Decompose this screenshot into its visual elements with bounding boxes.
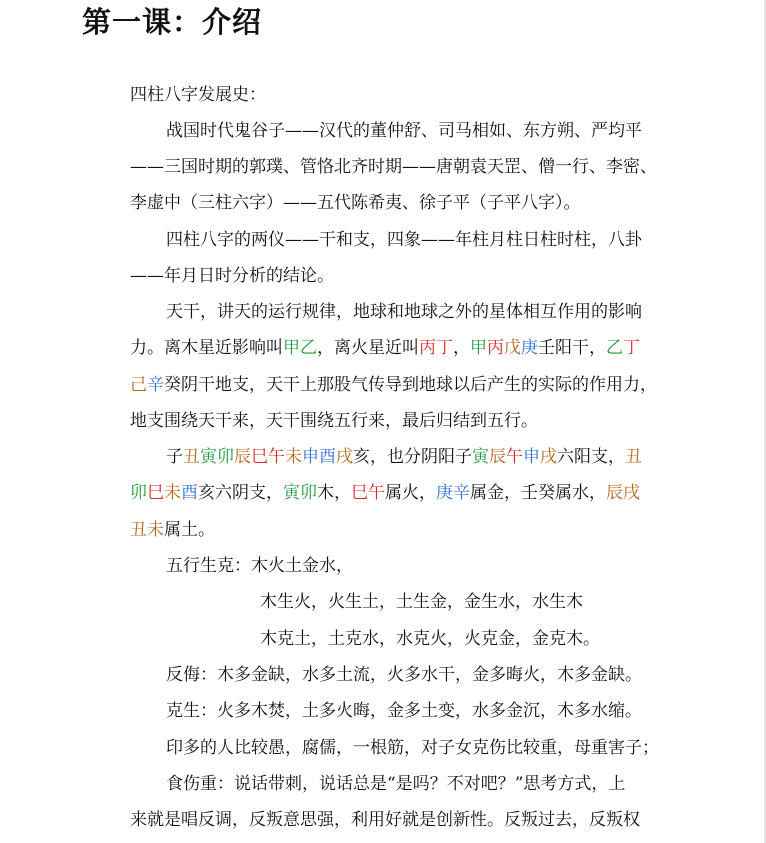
fanwu-line: 反侮：木多金缺，水多土流，火多水干，金多晦火，木多金缺。: [166, 665, 642, 685]
yin-line: 印多的人比较愚，腐儒，一根筋，对子女克伤比较重，母重害子；: [166, 738, 659, 758]
text-run: 戌: [540, 447, 557, 467]
text-run: 力。离木星近影响叫: [130, 338, 283, 358]
text-run: 庚辛: [436, 483, 470, 503]
kesheng-line: 克生：火多木焚，土多火晦，金多土变，水多金沉，木多水缩。: [166, 701, 642, 721]
text-run: 亥六阴支，: [198, 483, 283, 503]
text-run: 巳午: [251, 447, 285, 467]
text-run: 巳午: [351, 483, 385, 503]
tiangan-line-1: [166, 300, 642, 324]
tiangan-line-4: [130, 409, 538, 433]
tiangan-line-3: [130, 373, 657, 397]
text-run: 酉: [181, 483, 198, 503]
text-run: 甲乙: [283, 338, 317, 358]
tiangan-line-2: [130, 336, 640, 360]
text-run: 壬阳干，: [538, 338, 606, 358]
wuxing-label: 五行生克：木火土金水，: [166, 556, 353, 576]
text-run: 戊: [504, 338, 521, 358]
text-run: 丙丁: [419, 338, 453, 358]
history-line-1: 战国时代鬼谷子——汉代的董仲舒、司马相如、东方朔、严均平: [166, 121, 642, 141]
section-heading: 四柱八字发展史：: [130, 85, 266, 105]
wuxing-sheng: 木生火，火生土，土生金，金生水，水生木: [260, 592, 583, 612]
text-run: ，: [453, 338, 470, 358]
history-line-2: ——三国时期的郭璞、管恪北齐时期——唐朝袁天罡、僧一行、李密、: [130, 157, 657, 177]
text-run: 庚: [521, 338, 538, 358]
shishang-line-1: 食伤重：说话带刺，说话总是“是吗？不对吧？”思考方式，上: [166, 774, 626, 794]
text-run: 未: [285, 447, 302, 467]
text-run: ，离火星近叫: [317, 338, 419, 358]
text-run: 申: [523, 447, 540, 467]
text-run: 丑: [183, 447, 200, 467]
text-run: 午: [506, 447, 523, 467]
dizhi-line-2: [130, 481, 640, 505]
text-run: 甲: [470, 338, 487, 358]
text-run: 属土。: [164, 520, 215, 540]
liangyi-line-1: 四柱八字的两仪——干和支，四象——年柱月柱日柱时柱，八卦: [166, 230, 642, 250]
text-run: 未: [164, 483, 181, 503]
text-run: 申酉: [302, 447, 336, 467]
text-run: 辛: [147, 375, 164, 395]
text-run: 己: [130, 375, 147, 395]
text-run: 戌: [336, 447, 353, 467]
dizhi-line-3: [130, 518, 215, 542]
text-run: 丑: [625, 447, 642, 467]
text-run: 巳: [147, 483, 164, 503]
text-run: 六阳支，: [557, 447, 625, 467]
text-run: 丙: [487, 338, 504, 358]
text-run: 亥，也分阴阳子: [353, 447, 472, 467]
text-run: 丑未: [130, 520, 164, 540]
text-run: 寅: [472, 447, 489, 467]
lesson-title: 第一课：介绍: [82, 5, 263, 39]
dizhi-line-1: [166, 445, 642, 469]
text-run: 木，: [317, 483, 351, 503]
text-run: 辰: [234, 447, 251, 467]
text-run: 乙: [606, 338, 623, 358]
text-run: 天干，讲天的运行规律，地球和地球之外的星体相互作用的影响: [166, 302, 642, 322]
liangyi-line-2: ——年月日时分析的结论。: [130, 266, 334, 286]
text-run: 子: [166, 447, 183, 467]
text-run: 寅卯: [200, 447, 234, 467]
shishang-line-2: 来就是唱反调，反叛意思强，利用好就是创新性。反叛过去，反叛权: [130, 810, 640, 830]
history-line-3: 李虚中（三柱六字）——五代陈希夷、徐子平（子平八字）。: [130, 193, 581, 213]
text-run: 寅卯: [283, 483, 317, 503]
text-run: 癸阴干地支，天干上那股气传导到地球以后产生的实际的作用力，: [164, 375, 657, 395]
text-run: 地支围绕天干来，天干围绕五行来，最后归结到五行。: [130, 411, 538, 431]
text-run: 丁: [623, 338, 640, 358]
text-run: 辰戌: [606, 483, 640, 503]
text-run: 卯: [130, 483, 147, 503]
wuxing-ke: 木克土，土克水，水克火，火克金，金克木。: [260, 629, 600, 649]
text-run: 属火，: [385, 483, 436, 503]
text-run: 属金，壬癸属水，: [470, 483, 606, 503]
text-run: 辰: [489, 447, 506, 467]
